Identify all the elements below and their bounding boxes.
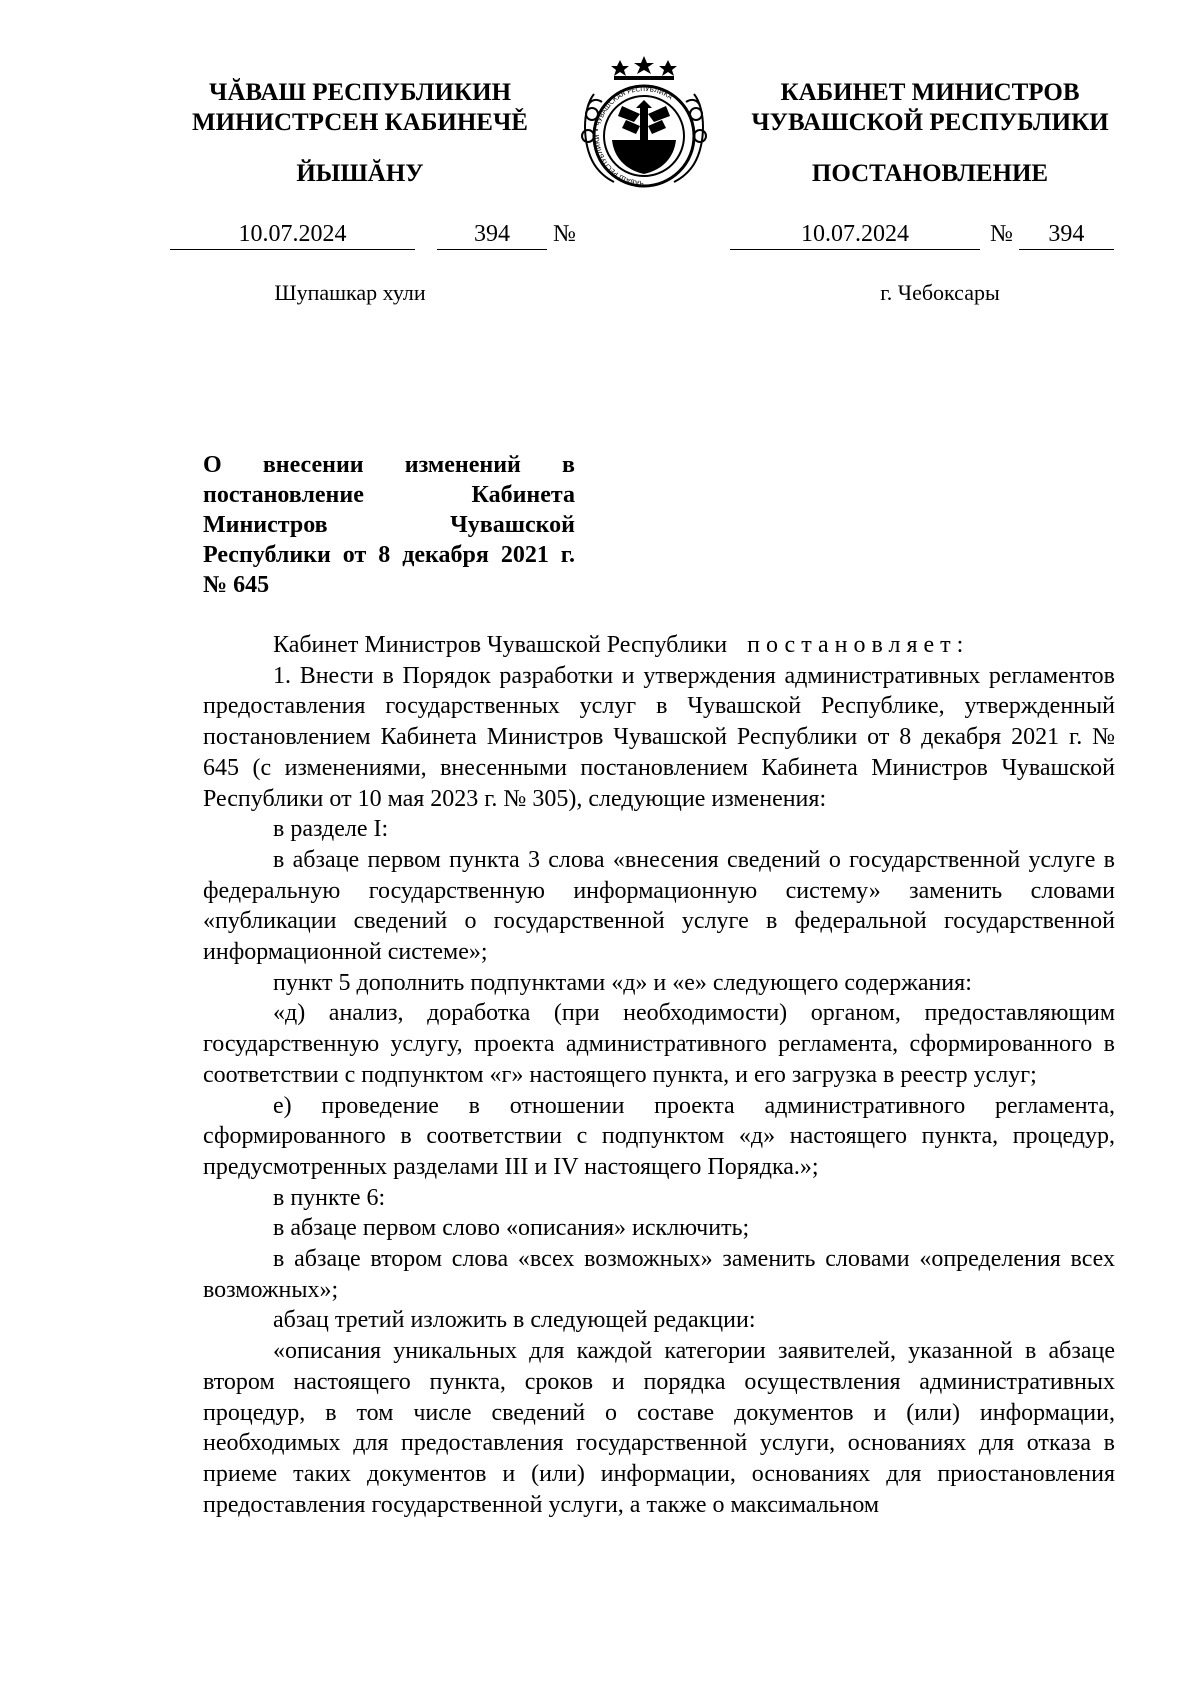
header-chuvash-authority [160,78,560,138]
body-paragraph: «д) анализ, доработка (при необходимости) органом, предоставляющим государственную услугу, проекта административного регламента, сформированного в соответствии с подпунктом «г» настоящего пункта, и его загрузка в реестр услуг; [203,1000,1115,1088]
body-paragraph: в пункте 6: [273,1184,386,1211]
body-paragraph: пункт 5 дополнить подпунктами «д» и «е» следующего содержания: [273,969,972,996]
preamble-text: Кабинет Министров Чувашской Республики [273,632,728,658]
header-left-line2: МИНИСТРСЕН КАБИНЕЧĚ [192,109,528,136]
body-paragraph: абзац третий изложить в следующей редакции: [273,1307,756,1334]
date-right: 10.07.2024 [730,220,980,250]
place-russian: г. Чебоксары [880,280,1000,305]
document-subject: О внесении изменений в постановление Кабинета Министров Чувашской Республики от 8 декабря 2021 г. № 645 [203,452,575,598]
doc-type-chuvash: ЙЫШĂНУ [296,160,424,187]
num-sign-right: № [990,221,1013,247]
body-paragraph: в абзаце втором слова «всех возможных» заменить словами «определения всех возможных»; [203,1246,1115,1303]
header-right-line1: КАБИНЕТ МИНИСТРОВ [780,79,1080,106]
meta-left [170,220,576,250]
header-left-line1: ЧĂВАШ РЕСПУБЛИКИН [208,79,512,106]
header-russian-authority [730,78,1130,138]
doc-type-russian: ПОСТАНОВЛЕНИЕ [811,160,1049,187]
document-body [203,630,1115,1520]
header-right-line2: ЧУВАШСКОЙ РЕСПУБЛИКИ [751,109,1109,136]
body-paragraph: в абзаце первом слово «описания» исключить; [273,1215,750,1242]
body-paragraph: «описания уникальных для каждой категории заявителей, указанной в абзаце втором настоящего пункта, сроков и порядка осуществления административных процедур, в том числе сведений о составе документов и (или) информации, необходимых для предоставления государственной услуги, основаниях для отказа в приеме таких документов и (или) информации, основаниях для приостановления предоставления государственной услуги, а также о максимальном [203,1338,1115,1518]
body-paragraph: 1. Внести в Порядок разработки и утверждения административных регламентов предоставления государственных услуг в Чувашской Республике, утвержденный постановлением Кабинета Министров Чувашской Республики от 8 декабря 2021 г. № 645 (с изменениями, внесенными постановлением Кабинета Министров Чувашской Республики от 10 мая 2023 г. № 305), следующие изменения: [203,662,1115,812]
svg-text:ЧĂВАШ РЕСПУБЛИКИ • ЧУВАШСКАЯ Р: ЧĂВАШ РЕСПУБЛИКИ • ЧУВАШСКАЯ РЕСПУБЛИКА [593,84,675,188]
body-paragraph: е) проведение в отношении проекта административного регламента, сформированного в соответствии с подпунктом «д» настоящего пункта, процедур, предусмотренных разделами III и IV настоящего Порядка.»; [203,1092,1115,1180]
place-chuvash: Шупашкар хули [274,280,426,305]
num-sign-left: № [553,221,576,247]
date-left: 10.07.2024 [170,220,415,250]
preamble-verb: постановляет: [747,632,970,658]
number-left: 394 [437,220,547,250]
body-paragraph: в разделе I: [273,816,389,843]
preamble [203,630,1115,661]
coat-of-arms-icon [574,54,714,204]
number-right: 394 [1019,220,1114,250]
body-paragraph: в абзаце первом пункта 3 слова «внесения сведений о государственной услуге в федеральную государственную информационную систему» заменить словами «публикации сведений о государственной услуге в федеральной государственной информационной системе»; [203,846,1115,966]
meta-right [730,220,1114,250]
